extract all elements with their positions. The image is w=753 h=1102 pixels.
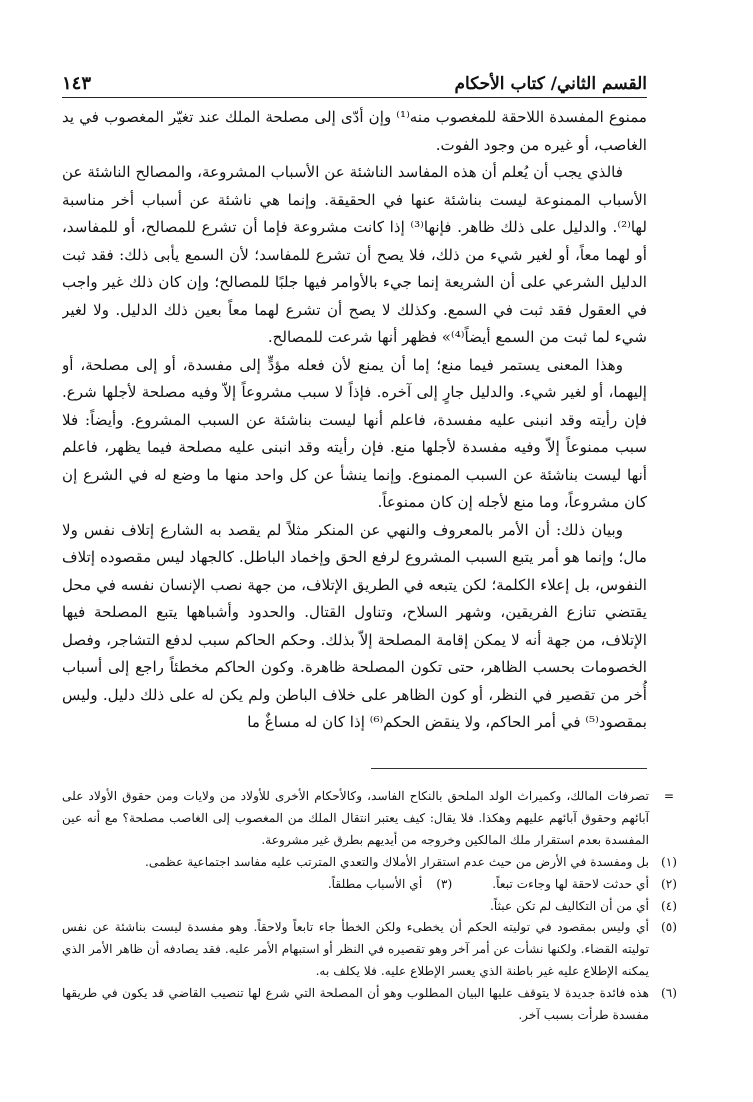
footnote-marker: (٤) bbox=[660, 898, 678, 913]
footnote-text: أي وليس بمقصود في توليته الحكم أن يخطىء ولكن الخطأ جاء تابعاً ولاحقاً. وهو مفسدة ليست بناشئة عن نفس توليته القضاء. ولكنها نشأت عن أمر آخر وهو تقصيره في النظر أو استبهام الأمر عليه. فقد يصادفه أن ظاهر الأمر الذي يمكنه الإطلاع عليه غير باطنة الذي يعسر الإطلاع عليه. فلا يكلف به. bbox=[62, 920, 649, 979]
footnote-separator bbox=[371, 768, 647, 769]
footnote-4 bbox=[62, 896, 689, 918]
paragraph-3: وهذا المعنى يستمر فيما منع؛ إما أن يمنع لأن فعله مؤدٍّ إلى مفسدة، أو إلى مصلحة، أو إليهما، أو لغير شيء. والدليل جارٍ إلى آخره. فإذاً لا سبب مشروعاً إلاّ وفيه مصلحة لأجلها شرع. فإن رأيته وقد انبنى عليه مفسدة، فاعلم أنها ليست بناشئة عن السبب المشروع. وأيضاً: فلا سبب ممنوعاً إلاّ وفيه مفسدة لأجلها منع. فإن رأيته وقد انبنى عليه مصلحة فيما يظهر، فاعلم أنها ليست بناشئة عن السبب الممنوع. وإنما ينشأ عن كل واحد منها ما وضع له في الشرع إن كان مشروعاً، وما منع لأجله إن كان ممنوعاً. bbox=[62, 355, 647, 511]
footnote-marker: (٥) bbox=[660, 920, 678, 935]
footnote-text: بل ومفسدة في الأرض من حيث عدم استقرار الأملاك والتعدي المترتب عليه مفاسد اجتماعية عظمى. bbox=[145, 854, 649, 869]
footnote-marker: (٦) bbox=[660, 986, 678, 1001]
footnote-text: أي حدثت لاحقة لها وجاءت تبعاً. bbox=[492, 876, 649, 891]
paragraph-4: وبيان ذلك: أن الأمر بالمعروف والنهي عن المنكر مثلاً لم يقصد به الشارع إتلاف نفس ولا مال؛ وإنما هو أمر يتبع السبب المشروع لرفع الحق وإخماد الباطل. كالجهاد ليس مقصوده إتلاف النفوس، بل إعلاء الكلمة؛ لكن يتبعه في الطريق الإتلاف، من جهة نصب الإنسان نفسه في محل يقتضي تنازع الفريقين، وشهر السلاح، وتناول القتال. والحدود وأشباهها يتبع المصلحة فيها الإتلاف، من جهة أنه لا يمكن إقامة المصلحة إلاّ بذلك. وحكم الحاكم سبب لدفع التشاجر، وفصل الخصومات بحسب الظاهر، حتى تكون المصلحة ظاهرة. وكون الحاكم مخطئاً راجع إلى أسباب أُخر من تقصير في النظر، أو كون الظاهر على خلاف الباطن ولم يكن له على ذلك دليل. وليس بمقصود⁽⁵⁾ في أمر الحاكم، ولا ينقض الحكم⁽⁶⁾ إذا كان له مساغٌ ما bbox=[62, 520, 647, 731]
footnote-continuation bbox=[62, 786, 689, 852]
footnotes bbox=[62, 786, 689, 1088]
running-head: القسم الثاني/ كتاب الأحكام bbox=[454, 74, 647, 94]
footnote-marker: (٣) bbox=[436, 876, 453, 891]
page-number: ١٤٣ bbox=[62, 73, 92, 94]
footnote-2-3 bbox=[62, 874, 689, 896]
header-rule bbox=[62, 97, 647, 98]
footnote-5 bbox=[62, 917, 689, 983]
footnote-text: هذه فائدة جديدة لا يتوقف عليها البيان المطلوب وهو أن المصلحة التي شرع لها تنصيب القاضي قد يكون في طريقها مفسدة طرأت بسبب آخر. bbox=[62, 986, 649, 1023]
footnote-6 bbox=[62, 983, 689, 1027]
footnote-text: أي من أن التكاليف لم تكن عبثاً. bbox=[490, 898, 649, 913]
footnote-marker: (١) bbox=[660, 854, 678, 869]
footnote-marker: = bbox=[663, 789, 675, 803]
paragraph-2: فالذي يجب أن يُعلم أن هذه المفاسد الناشئة عن الأسباب المشروعة، والمصالح الناشئة عن الأسباب الممنوعة ليست بناشئة عنها في الحقيقة. وإنما هي ناشئة عن أسباب أخر مناسبة لها⁽²⁾. والدليل على ذلك ظاهر. فإنها⁽³⁾ إذا كانت مشروعة فإما أن تشرع للمصالح، أو للمفاسد، أو لهما معاً، أو لغير شيء من ذلك، فلا يصح أن تشرع للمفاسد؛ لأن السمع يأبى ذلك: فقد ثبت الدليل الشرعي على أن الشريعة إنما جيء بالأوامر فيها جلبًا للمصالح؛ وإن كان ذلك غير واجب في العقول فقد ثبت في السمع. وكذلك لا يصح أن تشرع لهما معاً بعين ذلك الدليل. ولا لغير شيء لما ثبت من السمع أيضاً⁽⁴⁾» فظهر أنها شرعت للمصالح. bbox=[62, 163, 647, 346]
page-header bbox=[62, 66, 647, 96]
footnote-marker: (٢) bbox=[660, 876, 678, 891]
paragraph-1: ممنوع المفسدة اللاحقة للمغصوب منه⁽¹⁾ وإن أدّى إلى مصلحة الملك عند تغيّر المغصوب في يد الغاصب، أو غيره من وجود الفوت. bbox=[62, 108, 647, 154]
footnote-1 bbox=[62, 852, 689, 874]
footnote-text: أي الأسباب مطلقاً. bbox=[327, 876, 423, 891]
footnote-pair bbox=[62, 874, 649, 896]
footnote-text: تصرفات المالك، وكميراث الولد الملحق بالنكاح الفاسد، وكالأحكام الأخرى للأولاد من ولايات ومن حقوق الأولاد على آبائهم وحقوق آبائهم عليهم وهكذا. فلا يقال: كيف يعتبر انتقال الملك من المغصوب إلى الغاصب مصلحة؟ مع أنه عين المفسدة بعدم استقرار ملك المالكين وخروجه من أيديهم بطرق غير مشروعة. bbox=[62, 789, 649, 847]
main-text bbox=[62, 104, 647, 750]
